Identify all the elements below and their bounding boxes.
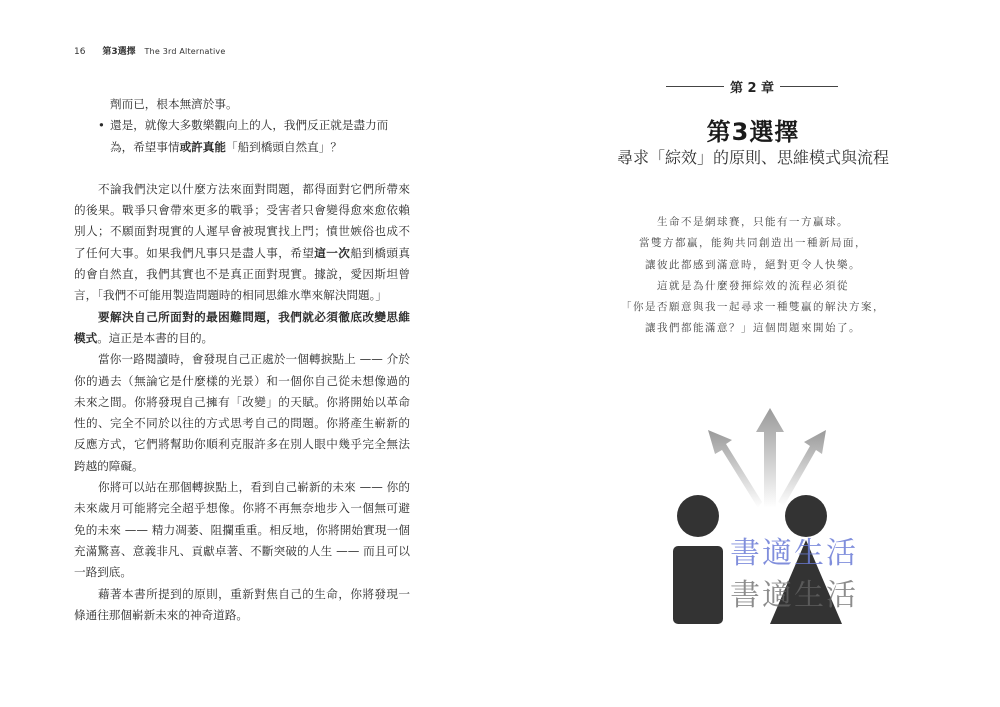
epigraph-line: 「你是否願意與我一起尋求一種雙贏的解決方案， bbox=[621, 301, 885, 314]
chapter-rule-right bbox=[780, 86, 838, 87]
header-chapter-title: 第3選擇 bbox=[102, 47, 136, 57]
epigraph-line: 讓我們都能滿意？」這個問題來開始了。 bbox=[645, 322, 861, 335]
paragraph-2 bbox=[74, 307, 410, 350]
chapter-subtitle: 尋求「綜效」的原則、思維模式與流程 bbox=[616, 148, 889, 167]
left-page-body bbox=[74, 94, 410, 626]
epigraph-line: 讓彼此都感到滿意時，絕對更令人快樂。 bbox=[645, 258, 861, 271]
bullet-cont-text: 為，希望事情 bbox=[110, 139, 180, 154]
paragraph-5: 藉著本書所提到的原則，重新對焦自己的生命，你將發現一條通往那個嶄新未來的神奇道路。 bbox=[74, 586, 410, 622]
epigraph bbox=[600, 212, 906, 340]
paragraph-1-text-end: 船到橋頭真的會自然直，我們其實也不是真正面對現實。據說，愛因斯坦曾言，「我們不可能用製造問題時的相同思維水準來解決問題。」 bbox=[74, 245, 410, 303]
paragraph-2-emphasis: 要解決自己所面對的最困難問題，我們就必須徹底改變思維模式 bbox=[74, 309, 410, 345]
chapter-label bbox=[666, 77, 838, 95]
chapter-title: 第3選擇 bbox=[706, 118, 800, 146]
watermark-logo-top: 書適生活 bbox=[730, 536, 858, 571]
header-english-title: The 3rd Alternative bbox=[144, 47, 226, 56]
person-left-icon bbox=[673, 495, 723, 624]
bullet-cont-text-end: 「船到橋頭自然直」？ bbox=[225, 139, 342, 154]
bullet-marker: • bbox=[98, 118, 105, 133]
epigraph-line: 當雙方都贏，能夠共同創造出一種新局面， bbox=[639, 237, 867, 250]
paragraph-gap bbox=[74, 158, 410, 179]
body-line: 劑而已，根本無濟於事。 bbox=[110, 97, 238, 111]
paragraph-1-text: 不論我們決定以什麼方法來面對問題，都得面對它們所帶來的後果。戰爭只會帶來更多的戰爭；受害者只會變得愈來愈依賴別人；不願面對現實的人遲早會被現實找上門；憤世嫉俗也成不了任何大事。如果我們凡事只是盡人事，希望 bbox=[74, 181, 410, 260]
arrow-right-icon bbox=[778, 430, 826, 506]
paragraph-1-emphasis: 這一次 bbox=[314, 245, 351, 260]
paragraph-3: 當你一路閱讀時，會發現自己正處於一個轉捩點上 —— 介於你的過去（無論它是什麼樣的光景）和一個你自己從未想像過的未來之間。你將發現自己擁有「改變」的天賦。你將開始以革命性的、完全不同於以往的方式思考自己的問題。你將產生嶄新的反應方式，它們將幫助你順利克服許多在別人眼中幾乎完全無法跨越的障礙。 bbox=[74, 352, 410, 473]
watermark-logo-bottom: 書適生活 bbox=[730, 578, 858, 613]
arrow-up-icon bbox=[756, 408, 784, 508]
page-number: 16 bbox=[74, 47, 86, 57]
epigraph-line: 這就是為什麼發揮綜效的流程必須從 bbox=[657, 279, 849, 292]
arrow-left-icon bbox=[708, 430, 762, 508]
bullet-continuation bbox=[74, 137, 410, 158]
bullet-item bbox=[74, 115, 410, 136]
paragraph-2-text: 。這正是本書的目的。 bbox=[97, 330, 214, 345]
epigraph-line: 生命不是網球賽，只能有一方贏球。 bbox=[657, 216, 849, 228]
chapter-number: 第 2 章 bbox=[729, 81, 775, 96]
bullet-text: 還是，就像大多數樂觀向上的人，我們反正就是盡力而 bbox=[110, 118, 389, 133]
running-header bbox=[74, 44, 225, 57]
bullet-cont-emphasis: 或許真能 bbox=[179, 139, 226, 154]
paragraph-4: 你將可以站在那個轉捩點上，看到自己嶄新的未來 —— 你的未來歲月可能將完全超乎想像。你將不再無奈地步入一個無可避免的未來 —— 精力凋萎、阻攔重重。相反地，你將開始實現一個充滿驚喜、意義非凡、貢獻卓著、不斷突破的人生 —— 而且可以一路到底。 bbox=[74, 480, 410, 580]
paragraph-1 bbox=[74, 179, 410, 307]
